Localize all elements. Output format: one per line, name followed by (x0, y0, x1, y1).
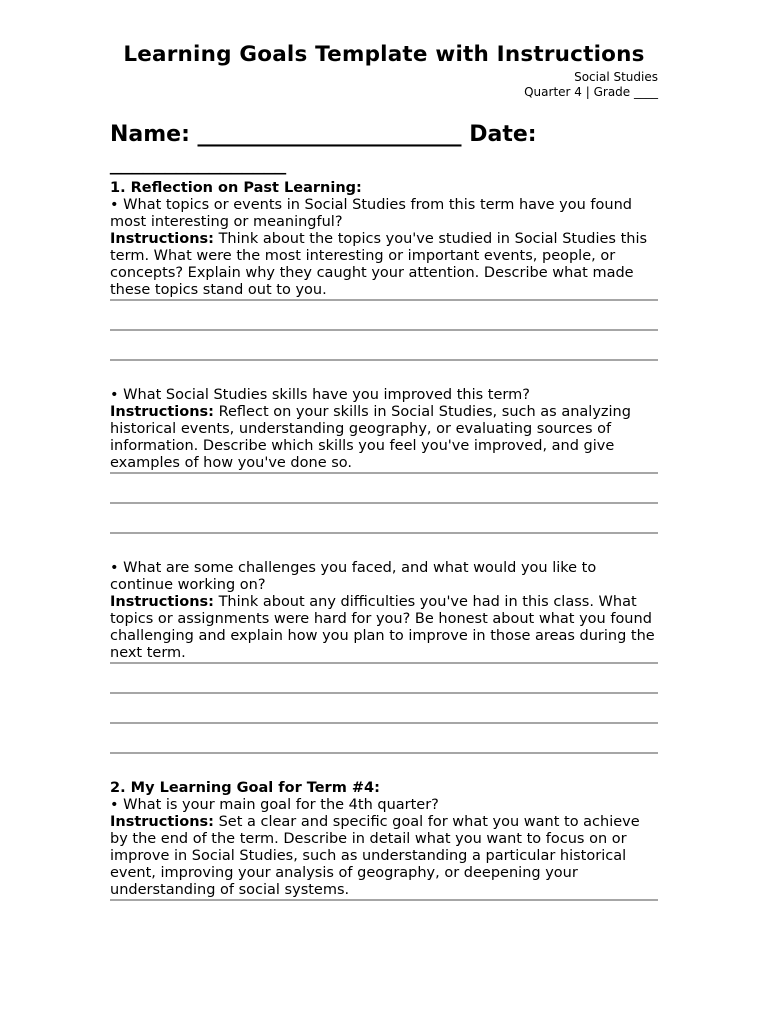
section2-heading: 2. My Learning Goal for Term #4: (110, 780, 380, 796)
answer-line[interactable] (110, 299, 658, 301)
answer-lines (110, 299, 658, 361)
question-text: • What are some challenges you faced, and what would you like to continue working on? (110, 560, 597, 593)
answer-line[interactable] (110, 329, 658, 331)
worksheet-page (110, 40, 658, 901)
name-date-line: Name: ________________________ Date: (110, 122, 537, 147)
answer-line[interactable] (110, 752, 658, 754)
instructions-body: Think about any difficulties you've had in this class. What topics or assignments were hard for you? Be honest about what you found challenging and explain how you plan to improve in those areas during the next term. (110, 594, 655, 661)
section1-q1 (110, 180, 658, 299)
answer-line[interactable] (110, 722, 658, 724)
instructions-label: Instructions: (110, 594, 214, 610)
header-meta (110, 70, 658, 100)
instructions-text (110, 231, 658, 299)
answer-line[interactable] (110, 359, 658, 361)
question-text: • What topics or events in Social Studies from this term have you found most interesting or meaningful? (110, 197, 632, 230)
answer-line[interactable] (110, 472, 658, 474)
answer-lines (110, 662, 658, 754)
subject-label: Social Studies (574, 70, 658, 84)
question-text: • What is your main goal for the 4th quarter? (110, 797, 439, 813)
section1-q3 (110, 560, 658, 662)
answer-lines (110, 472, 658, 534)
section1-heading: 1. Reflection on Past Learning: (110, 180, 362, 196)
instructions-label: Instructions: (110, 814, 214, 830)
instructions-body: Think about the topics you've studied in Social Studies this term. What were the most interesting or important events, people, or concepts? Explain why they caught your attention. Describe what made these topics stand out to you. (110, 231, 648, 298)
instructions-text (110, 814, 658, 899)
quarter-grade-label: Quarter 4 | Grade ____ (524, 85, 658, 99)
date-blank: ________________ (110, 150, 286, 175)
instructions-text (110, 404, 658, 472)
instructions-body: Reflect on your skills in Social Studies, such as analyzing historical events, understanding geography, or evaluating sources of information. Describe which skills you feel you've improved, and give examples of how you've done so. (110, 404, 631, 471)
answer-line[interactable] (110, 532, 658, 534)
answer-line[interactable] (110, 662, 658, 664)
section2-q1 (110, 780, 658, 899)
section1-q2 (110, 387, 658, 472)
instructions-text (110, 594, 658, 662)
name-date-field (110, 120, 658, 176)
instructions-label: Instructions: (110, 404, 214, 420)
answer-line[interactable] (110, 899, 658, 901)
answer-lines (110, 899, 658, 901)
answer-line[interactable] (110, 692, 658, 694)
instructions-label: Instructions: (110, 231, 214, 247)
instructions-body: Set a clear and specific goal for what you want to achieve by the end of the term. Describe in detail what you want to focus on or improve in Social Studies, such as understanding a particular historical event, improving your analysis of geography, or deepening your understanding of social systems. (110, 814, 640, 898)
page-title: Learning Goals Template with Instructions (123, 42, 645, 67)
question-text: • What Social Studies skills have you improved this term? (110, 387, 530, 403)
answer-line[interactable] (110, 502, 658, 504)
